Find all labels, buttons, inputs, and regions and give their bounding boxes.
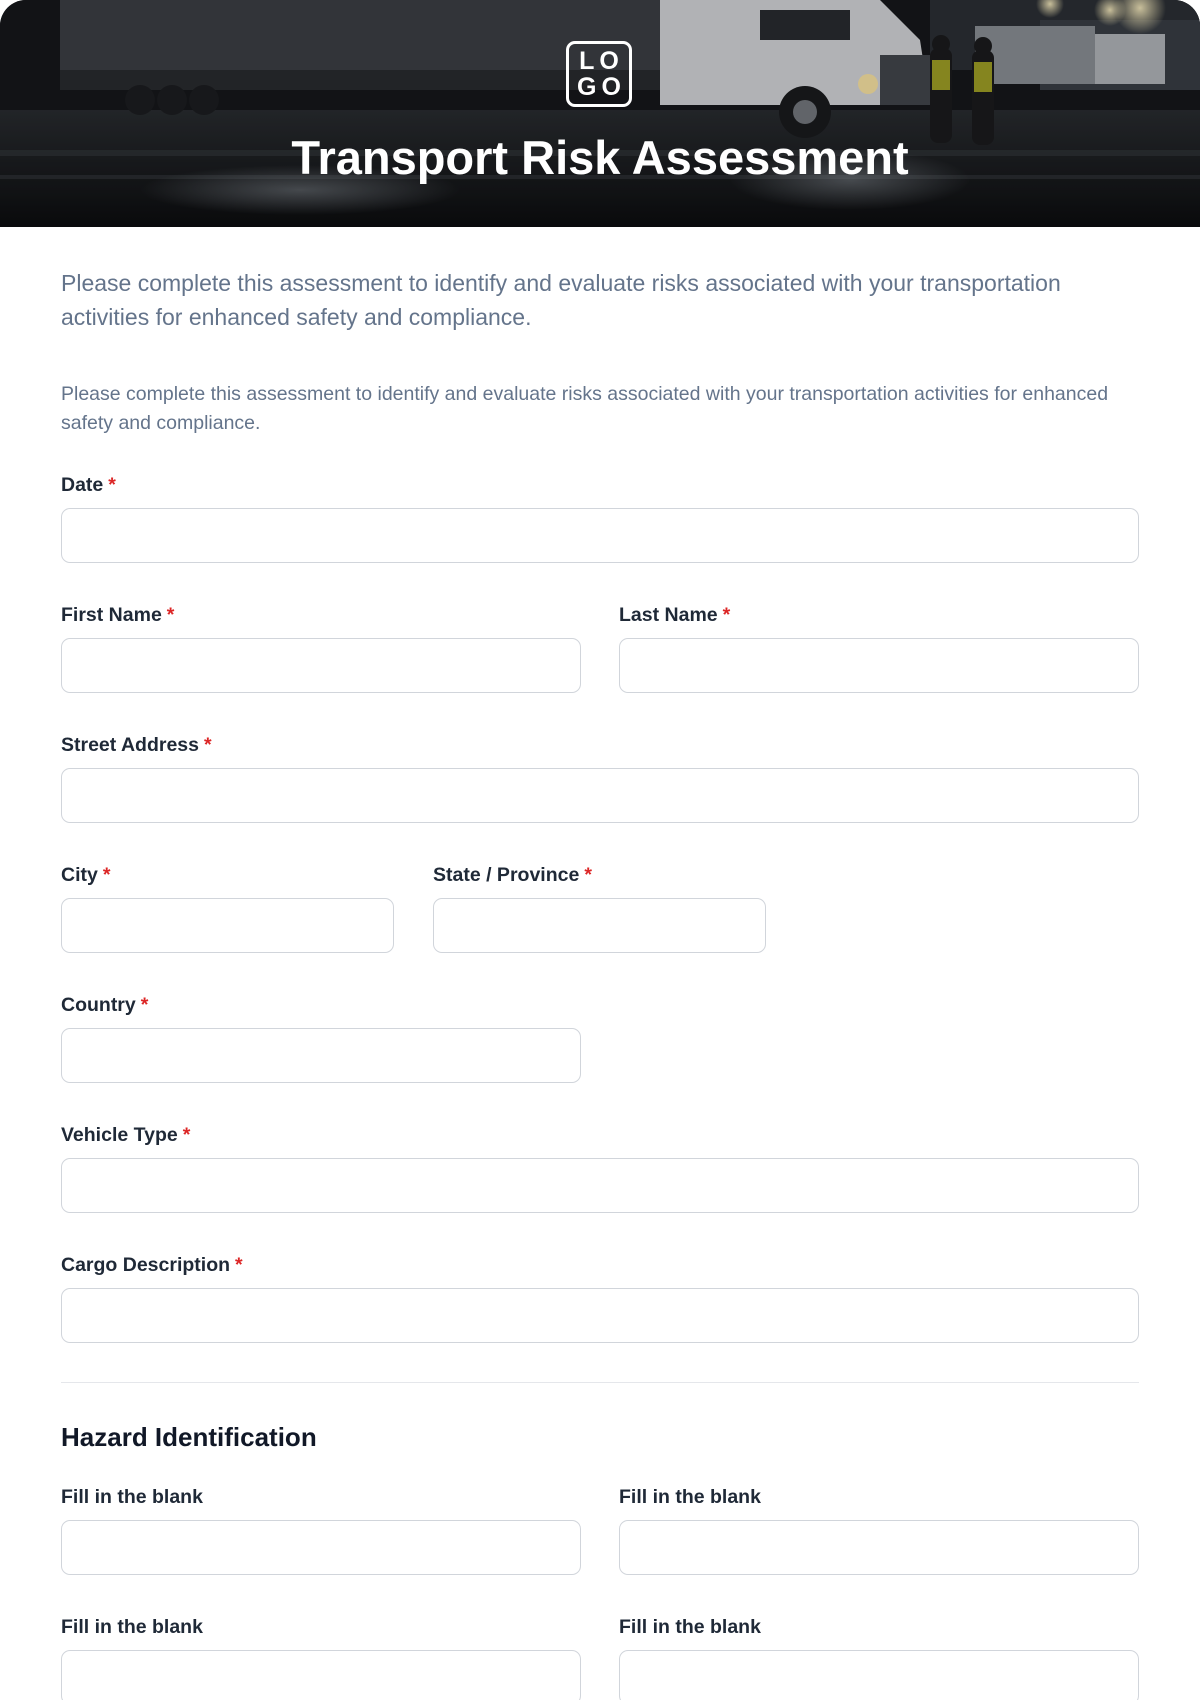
required-marker: * [204, 734, 212, 756]
hazard-blank-input[interactable] [619, 1650, 1139, 1700]
vehicle-type-input[interactable] [61, 1158, 1139, 1213]
hazard-blank-field [61, 1615, 581, 1700]
vehicle-type-field [61, 1123, 1139, 1215]
last-name-input[interactable] [619, 638, 1139, 693]
date-label: Date * [61, 474, 116, 496]
required-marker: * [235, 1254, 243, 1276]
first-name-label: First Name * [61, 604, 175, 626]
hazard-blank-field [61, 1485, 581, 1577]
hazard-identification-heading: Hazard Identification [61, 1422, 317, 1452]
first-name-input[interactable] [61, 638, 581, 693]
last-name-label: Last Name * [619, 604, 731, 626]
hazard-blank-field [619, 1615, 1139, 1700]
logo-text-bottom: GO [577, 73, 626, 101]
intro-text-small: Please complete this assessment to identify and evaluate risks associated with your transportation activities for enhanced safety and compliance. [61, 383, 1109, 434]
date-input[interactable] [61, 508, 1139, 563]
cargo-description-field [61, 1253, 1139, 1345]
state-input[interactable] [433, 898, 766, 953]
city-label: City * [61, 864, 111, 886]
vehicle-type-label: Vehicle Type * [61, 1124, 191, 1146]
intro-text-large: Please complete this assessment to identify and evaluate risks associated with your transportation activities for enhanced safety and compliance. [61, 270, 1061, 330]
hazard-blank-input[interactable] [61, 1650, 581, 1700]
logo-text-top: LO [579, 47, 624, 75]
logo [566, 41, 632, 107]
truck-yard-photo [0, 0, 1200, 227]
required-marker: * [584, 864, 592, 886]
required-marker: * [722, 604, 731, 626]
page-title: Transport Risk Assessment [291, 131, 909, 184]
required-marker: * [102, 864, 111, 886]
hazard-blank-label: Fill in the blank [619, 1486, 761, 1508]
header-banner [0, 0, 1200, 227]
city-field [61, 863, 394, 955]
country-label: Country * [61, 994, 149, 1016]
street-address-field [61, 733, 1139, 825]
hazard-blank-label: Fill in the blank [61, 1616, 203, 1638]
hazard-blank-field [619, 1485, 1139, 1577]
required-marker: * [182, 1124, 191, 1146]
state-label: State / Province * [433, 864, 592, 886]
hazard-blank-label: Fill in the blank [61, 1486, 203, 1508]
hazard-blank-input[interactable] [619, 1520, 1139, 1575]
date-field [61, 473, 1139, 565]
country-field [61, 993, 581, 1085]
street-address-label: Street Address * [61, 734, 212, 756]
city-input[interactable] [61, 898, 394, 953]
hazard-blank-label: Fill in the blank [619, 1616, 761, 1638]
first-name-field [61, 603, 581, 695]
street-address-input[interactable] [61, 768, 1139, 823]
required-marker: * [166, 604, 175, 626]
form-intro [61, 227, 1139, 438]
country-input[interactable] [61, 1028, 581, 1083]
required-marker: * [108, 474, 116, 496]
hazard-blank-input[interactable] [61, 1520, 581, 1575]
cargo-description-input[interactable] [61, 1288, 1139, 1343]
last-name-field [619, 603, 1139, 695]
section-divider [61, 1382, 1139, 1383]
state-field [433, 863, 766, 955]
required-marker: * [140, 994, 149, 1016]
cargo-description-label: Cargo Description * [61, 1254, 243, 1276]
